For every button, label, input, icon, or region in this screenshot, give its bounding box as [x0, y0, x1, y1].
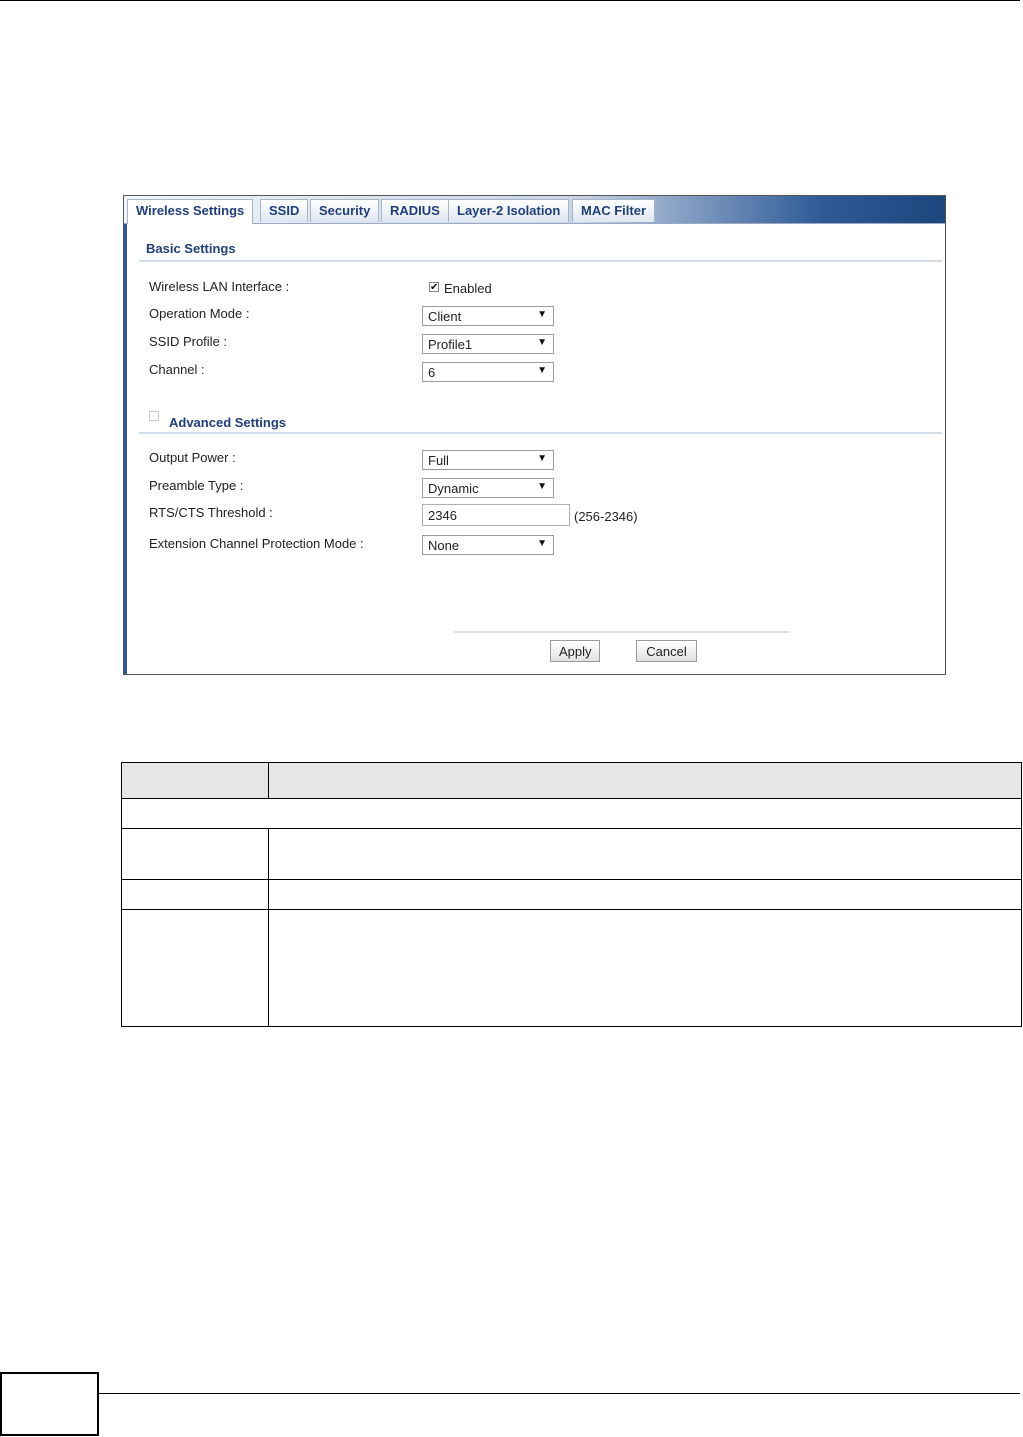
cancel-button[interactable]: Cancel	[636, 640, 697, 662]
ext-channel-protection-select[interactable]	[422, 535, 554, 555]
dropdown-arrow-icon: ▼	[537, 538, 547, 549]
preamble-type-value: Dynamic	[428, 481, 479, 496]
rts-threshold-label: RTS/CTS Threshold :	[149, 505, 273, 520]
button-divider	[454, 631, 790, 633]
rts-threshold-value: 2346	[428, 508, 457, 523]
channel-label: Channel :	[149, 362, 205, 377]
table-row	[122, 880, 1022, 910]
top-rule	[0, 0, 1020, 1]
table-cell	[122, 880, 269, 910]
check-icon: ✔	[430, 282, 439, 293]
tab-security[interactable]: Security	[310, 199, 379, 222]
wireless-settings-screen	[123, 195, 946, 675]
footer-rule	[99, 1393, 1020, 1394]
apply-button[interactable]: Apply	[550, 640, 600, 662]
table-cell	[122, 829, 269, 880]
ssid-profile-select[interactable]	[422, 334, 554, 354]
advanced-settings-divider	[139, 432, 942, 434]
basic-settings-divider	[139, 260, 942, 262]
operation-mode-label: Operation Mode :	[149, 306, 250, 321]
dropdown-arrow-icon: ▼	[537, 453, 547, 464]
preamble-type-label: Preamble Type :	[149, 478, 244, 493]
table-cell	[269, 829, 1022, 880]
operation-mode-value: Client	[428, 309, 462, 324]
channel-value: 6	[428, 365, 436, 380]
table-row	[122, 910, 1022, 1027]
table-cell	[122, 910, 269, 1027]
wlan-enabled-checkbox[interactable]	[429, 282, 439, 292]
ext-channel-protection-value: None	[428, 538, 460, 553]
tab-wireless-settings[interactable]: Wireless Settings	[127, 199, 253, 224]
tab-layer2-isolation[interactable]: Layer-2 Isolation	[448, 199, 569, 222]
table-cell	[269, 910, 1022, 1027]
tab-bar	[124, 196, 945, 224]
dropdown-arrow-icon: ▼	[537, 337, 547, 348]
table-row	[122, 799, 1022, 829]
output-power-label: Output Power :	[149, 450, 236, 465]
tab-radius[interactable]: RADIUS	[381, 199, 449, 222]
ext-channel-protection-label: Extension Channel Protection Mode :	[149, 536, 364, 551]
table-row	[122, 829, 1022, 880]
rts-threshold-range: (256-2346)	[574, 509, 638, 524]
table-header-label	[122, 763, 269, 799]
table-header-row	[122, 763, 1022, 799]
wlan-enabled-label: Enabled	[444, 281, 492, 296]
ssid-profile-value: Profile1	[428, 337, 473, 352]
wlan-interface-label: Wireless LAN Interface :	[149, 279, 290, 294]
page-number-box	[0, 1372, 99, 1436]
output-power-select[interactable]	[422, 450, 554, 470]
operation-mode-select[interactable]	[422, 306, 554, 326]
field-description-table	[121, 762, 1022, 1027]
preamble-type-select[interactable]	[422, 478, 554, 498]
rts-threshold-input[interactable]	[422, 504, 570, 526]
basic-settings-title: Basic Settings	[146, 241, 236, 256]
ssid-profile-label: SSID Profile :	[149, 334, 228, 349]
tab-mac-filter[interactable]: MAC Filter	[572, 199, 655, 222]
advanced-settings-toggle[interactable]	[149, 411, 159, 421]
output-power-value: Full	[428, 453, 449, 468]
dropdown-arrow-icon: ▼	[537, 365, 547, 376]
advanced-settings-title: Advanced Settings	[169, 415, 287, 430]
dropdown-arrow-icon: ▼	[537, 481, 547, 492]
dropdown-arrow-icon: ▼	[537, 309, 547, 320]
tab-ssid[interactable]: SSID	[260, 199, 308, 222]
channel-select[interactable]	[422, 362, 554, 382]
table-cell	[269, 880, 1022, 910]
table-header-description	[269, 763, 1022, 799]
table-cell	[122, 799, 1022, 829]
